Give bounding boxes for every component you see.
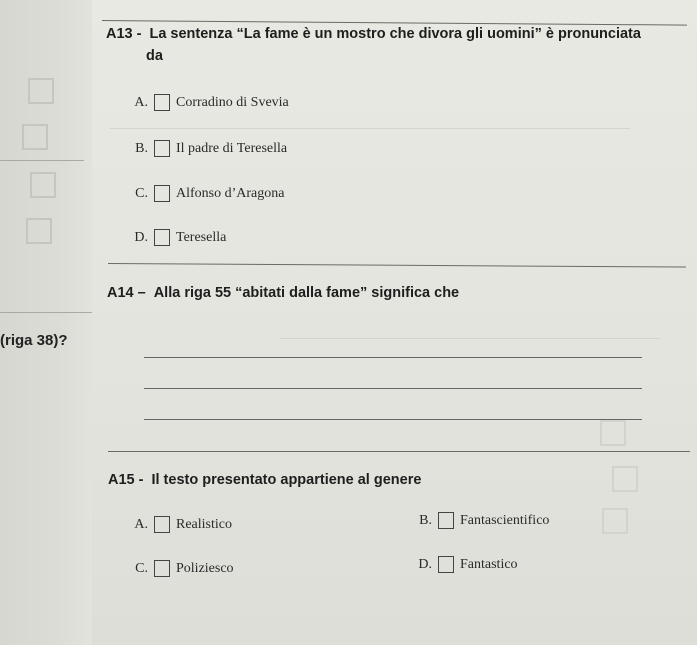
q15-option-b[interactable] bbox=[412, 512, 549, 529]
option-letter: C. bbox=[135, 185, 148, 201]
q15-option-d[interactable] bbox=[412, 556, 518, 573]
option-label: Il padre di Teresella bbox=[176, 140, 288, 156]
ghost-checkbox bbox=[602, 508, 628, 534]
checkbox[interactable] bbox=[438, 556, 454, 573]
checkbox[interactable] bbox=[154, 94, 170, 111]
top-divider bbox=[102, 20, 687, 26]
option-letter: A. bbox=[134, 516, 148, 532]
option-label: Poliziesco bbox=[176, 560, 234, 576]
q13-option-b[interactable] bbox=[128, 140, 287, 157]
question-a13-text: La sentenza “La fame è un mostro che divora gli uomini” è pronunciata bbox=[149, 26, 641, 42]
question-a15-text: Il testo presentato appartiene al genere bbox=[151, 472, 422, 488]
checkbox[interactable] bbox=[154, 229, 170, 246]
option-letter: A. bbox=[134, 94, 148, 110]
question-a13-number: A13 - bbox=[106, 26, 142, 42]
show-through-line bbox=[280, 338, 660, 339]
question-a15-number: A15 - bbox=[108, 472, 144, 488]
left-page-rule bbox=[0, 160, 84, 161]
option-label: Teresella bbox=[176, 229, 227, 245]
option-label: Realistico bbox=[176, 516, 232, 532]
ghost-checkbox bbox=[600, 420, 626, 446]
option-letter: B. bbox=[135, 140, 148, 156]
q15-option-c[interactable] bbox=[128, 560, 234, 577]
checkbox[interactable] bbox=[438, 512, 454, 529]
question-a13-heading bbox=[106, 26, 641, 42]
q13-option-a[interactable] bbox=[128, 94, 289, 111]
checkbox[interactable] bbox=[154, 185, 170, 202]
section-divider bbox=[108, 451, 690, 452]
ghost-checkbox bbox=[30, 172, 56, 198]
option-label: Corradino di Svevia bbox=[176, 94, 289, 110]
ghost-checkbox bbox=[22, 124, 48, 150]
left-page-rule bbox=[0, 312, 92, 313]
left-page-fragment: (riga 38)? bbox=[0, 332, 68, 349]
q15-option-a[interactable] bbox=[128, 516, 232, 533]
left-adjacent-page bbox=[0, 0, 92, 645]
question-a13-text-continued: da bbox=[146, 48, 163, 64]
option-label: Alfonso d’Aragona bbox=[176, 185, 285, 201]
q13-option-d[interactable] bbox=[128, 229, 226, 246]
answer-line-3[interactable] bbox=[144, 419, 642, 420]
question-a15-heading bbox=[108, 472, 421, 488]
option-letter: B. bbox=[419, 512, 432, 528]
option-letter: D. bbox=[418, 556, 432, 572]
option-label: Fantascientifico bbox=[460, 512, 550, 528]
checkbox[interactable] bbox=[154, 516, 170, 533]
option-letter: D. bbox=[134, 229, 148, 245]
answer-line-1[interactable] bbox=[144, 357, 642, 358]
q13-option-c[interactable] bbox=[128, 185, 284, 202]
checkbox[interactable] bbox=[154, 560, 170, 577]
ghost-checkbox bbox=[612, 466, 638, 492]
ghost-checkbox bbox=[28, 78, 54, 104]
section-divider bbox=[108, 263, 686, 268]
checkbox[interactable] bbox=[154, 140, 170, 157]
question-a14-number: A14 – bbox=[107, 285, 146, 301]
option-label: Fantastico bbox=[460, 556, 518, 572]
show-through-line bbox=[110, 128, 630, 129]
ghost-checkbox bbox=[26, 218, 52, 244]
question-a14-text: Alla riga 55 “abitati dalla fame” significa che bbox=[153, 285, 460, 301]
question-a14-heading bbox=[107, 285, 459, 301]
answer-line-2[interactable] bbox=[144, 388, 642, 389]
option-letter: C. bbox=[135, 560, 148, 576]
